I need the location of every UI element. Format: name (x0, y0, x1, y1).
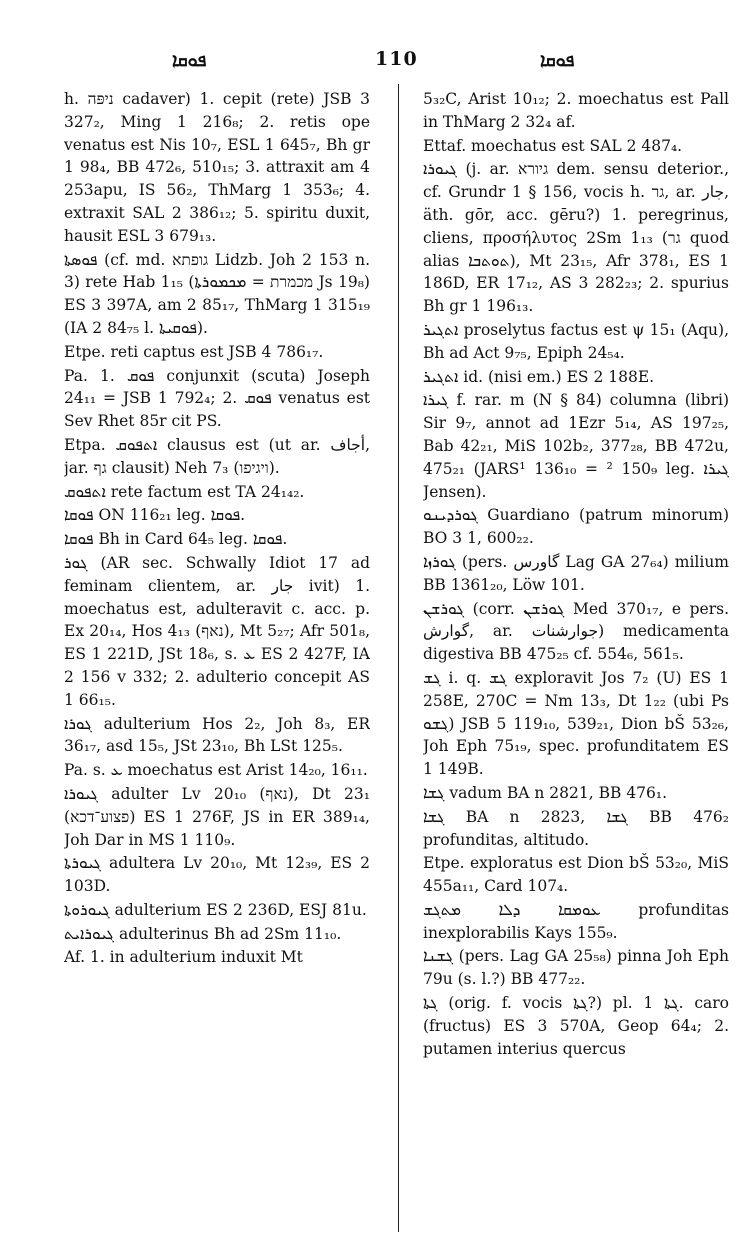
dictionary-entry: ܓܝܘܪܐܝܬ adulterinus Bh ad 2Sm 11₁₀. (64, 924, 342, 943)
right-column (423, 88, 729, 1238)
column-divider (398, 84, 399, 1232)
dictionary-entry: ܓܝܘܪܘܬܐ adulterium ES 2 236D, ESJ 81u. (64, 900, 367, 919)
running-head-left: ܦܘܩܐ (172, 50, 207, 71)
dictionary-entry: ܓܫܐ BA n 2823, ܓܫܐ BB 476₂ profunditas, altitudo. (423, 807, 729, 849)
dictionary-entry: ܓܝܪܐ f. rar. m (N § 84) columna (libri) Sir 9₇, annot ad 1Ezr 5₁₄, AS 197₂₅, Bab 42₂₁, MiS 102b₂, 377₂₈, BB 472u, 475₂₁ (JARS¹ 136₁₀ = ² 150₉ leg. ܓܝܪܐ Jensen). (423, 391, 729, 501)
dictionary-entry: Ettaf. moechatus est SAL 2 487₄. (423, 136, 683, 155)
dictionary-entry: Pa. 1. ܦܘܩ conjunxit (scuta) Joseph 24₁₁ = JSB 1 792₄; 2. ܦܘܩ venatus est Sev Rhet 85r cit PS. (64, 366, 370, 431)
dictionary-entry: ܐܬܓܝܪ id. (nisi em.) ES 2 188E. (423, 367, 655, 386)
dictionary-entry: ܓܬܐ (orig. f. vocis ܓܬܐ?) pl. ܓܬܐ 1. caro (fructus) ES 3 570A, Geop 64₄; 2. putamen interius quercus (423, 994, 729, 1058)
page-number: 110 (375, 48, 418, 70)
dictionary-entry: ܓܘܪܫܢ (corr. ܓܘܪܫܢ Med 370₁₇, e pers. گوارش, ar. جوارشنات) medicamenta digestiva BB 475₂₅ cf. 554₆, 561₅. (423, 599, 729, 664)
page-header (40, 48, 720, 78)
dictionary-entry: ܓܘܪܙܐ (pers. گاورس Lag GA 27₆₄) milium BB 1361₂₀, Löw 101. (423, 552, 729, 594)
dictionary-entry: Etpe. reti captus est JSB 4 786₁₇. (64, 342, 324, 361)
dictionary-entry: ܥܘܡܩܐ ܕܠܐ ܡܬܓܫ profunditas inexplorabilis Kays 155₉. (423, 900, 729, 942)
dictionary-entry: ܓܫܢܐ (pers. Lag GA 25₅₈) pinna Joh Eph 79u (s. l.?) BB 477₂₂. (423, 947, 729, 989)
dictionary-entry: ܓܘܪܕܝܢܘ Guardiano (patrum minorum) BO 3 1, 600₂₂. (423, 506, 729, 548)
dictionary-entry: ܓܘܪ (AR sec. Schwally Idiot 17 ad feminam clientem, ar. جار ivit) 1. moechatus est, adulteravit c. acc. p. Ex 20₁₄, Hos 4₁₃ (נאף), Mt 5₂₇; Afr 501₈, ES 1 221D, JSt 18₆, s. ܥ ES 2 427F, IA 2 156 v 332; 2. adulterio concepit AS 1 66₁₅. (64, 553, 370, 709)
dictionary-entry: ܓܝܘܪܐ (j. ar. גיורא dem. sensu deterior., cf. Grundr 1 § 156, vocis h. גר, ar. جار, äth. gōr, acc. gēru?) 1. peregrinus, cliens, προσήλυτος 2Sm 1₁₃ (גר quod alias ܬܘܬܒܐ), Mt 23₁₅, Afr 378₁, ES 1 186D, ER 17₁₂, AS 3 282₂₃; 2. spurius Bh gr 1 196₁₃. (423, 160, 729, 316)
dictionary-entry: Etpe. exploratus est Dion bŠ 53₂₀, MiS 455a₁₁, Card 107₄. (423, 854, 729, 896)
dictionary-entry: ܓܫܐ vadum BA n 2821, BB 476₁. (423, 783, 668, 802)
dictionary-entry: Etpa. ܐܬܦܘܩ clausus est (ut ar. أجاف, jar. גף clausit) Neh 7₃ (ויגיפו). (64, 435, 370, 477)
dictionary-entry: ܓܝܘܪܐ adulter Lv 20₁₀ (נאף), Dt 23₁ (פצוע־דכא) ES 1 276F, JS in ER 389₁₄, Joh Dar in MS 1 110₉. (64, 784, 370, 849)
dictionary-entry: ܓܘܪܐ adulterium Hos 2₂, Joh 8₃, ER 36₁₇, asd 15₅, JSt 23₁₀, Bh LSt 125₅. (64, 714, 370, 756)
dictionary-entry: ܓܫ i. q. ܓܫ exploravit Jos 7₂ (U) ES 1 258E, 270C = Nm 13₃, Dt 1₂₂ (ubi Ps ܓܫܘ) JSB 5 119₁₀, 539₂₁, Dion bŠ 53₂₆, Joh Eph 75₁₉, spec. profunditatem ES 1 149B. (423, 668, 729, 779)
dictionary-entry: Pa. s. ܥ moechatus est Arist 14₂₀, 16₁₁. (64, 761, 368, 780)
dictionary-entry: h. ניפּה cadaver) 1. cepit (rete) JSB 3 327₂, Ming 1 216₈; 2. retis ope venatus est Nis 10₇, ESL 1 645₇, Bh gr 1 98₄, BB 472₆, 510₁₅; 3. attraxit am 4 253apu, IS 56₂, ThMarg 1 353₆; 4. extraxit SAL 2 386₁₂; 5. spiritu duxit, hausit ESL 3 679₁₃. (64, 90, 370, 245)
dictionary-entry: ܓܝܘܪܬܐ adultera Lv 20₁₀, Mt 12₃₉, ES 2 103D. (64, 854, 370, 896)
dictionary-entry: ܐܬܦܘܩ rete factum est TA 24₁₄₂. (64, 482, 305, 501)
left-column (64, 88, 370, 1238)
dictionary-entry: ܐܬܓܝܪ proselytus factus est ψ 15₁ (Aqu), Bh ad Act 9₇₅, Epiph 24₅₄. (423, 320, 729, 362)
dictionary-entry: ܦܘܩܐ ON 116₂₁ leg. ܦܘܩܐ. (64, 506, 246, 525)
dictionary-entry: 5₃₂C, Arist 10₁₂; 2. moechatus est Pall in ThMarg 2 32₄ af. (423, 90, 729, 131)
dictionary-entry: ܦܘܩܐ Bh in Card 64₅ leg. ܦܘܩܐ. (64, 530, 288, 549)
dictionary-entry: ܦܘܣܬܐ (cf. md. גופתא Lidzb. Joh 2 153 n. 3) rete Hab 1₁₅ (מכמרת = ܡܟܡܘܪܬܐ Js 19₈) ES 3 397A, am 2 85₁₇, ThMarg 1 315₁₉ (IA 2 84₇₅ l. ܦܘܩܝܬܐ). (64, 250, 370, 337)
dictionary-entry: Af. 1. in adulterium induxit Mt (64, 948, 303, 967)
running-head-right: ܦܘܩܐ (540, 50, 575, 71)
